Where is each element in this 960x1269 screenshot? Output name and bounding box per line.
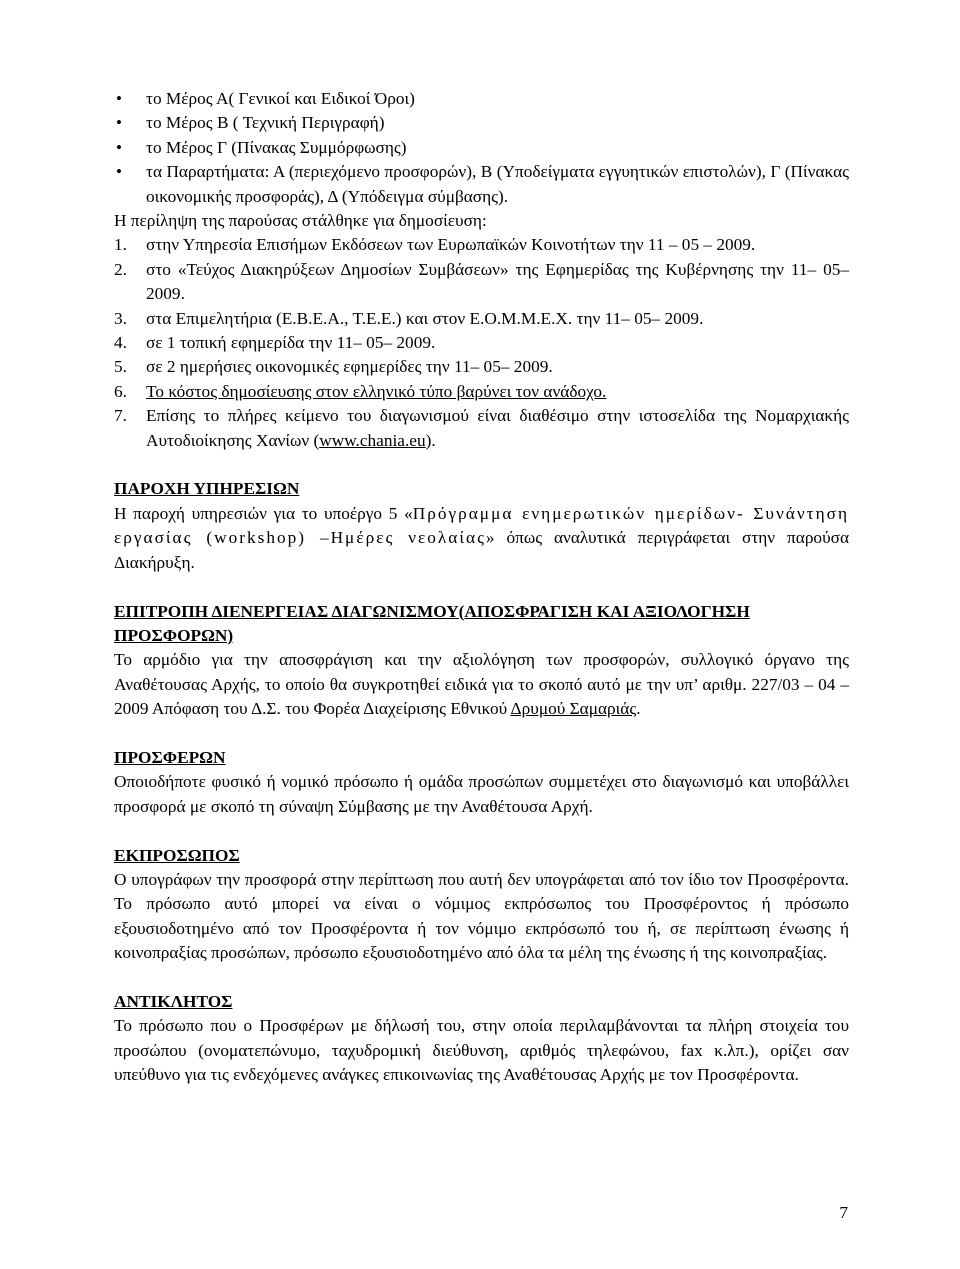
item-number: 2.: [114, 259, 127, 279]
section-heading-representative: ΕΚΠΡΟΣΩΠΟΣ: [114, 845, 240, 865]
item-number: 5.: [114, 357, 127, 377]
contents-bullet-list: [114, 87, 849, 209]
services-text-start: Η παροχή υπηρεσιών για το υποέργο 5 «: [114, 503, 413, 523]
committee-text-end: .: [636, 699, 641, 719]
publication-intro: Η περίληψη της παρούσας στάλθηκε για δημοσίευση:: [114, 211, 487, 231]
services-text-end: » όπως αναλυτικά περιγράφεται στην παρούσα Διακήρυξη.: [114, 528, 850, 572]
bullet-item: • το Μέρος Β ( Τεχνική Περιγραφή): [114, 111, 849, 135]
services-program-title: Πρόγραμμα ενημερωτικών ημερίδων- Συνάντηση εργασίας (workshop) –Ημέρες νεολαίας: [114, 503, 849, 548]
item-text: στα Επιμελητήρια (Ε.Β.Ε.Α., Τ.Ε.Ε.) και στον Ε.Ο.Μ.Μ.Ε.Χ. την 11– 05– 2009.: [146, 308, 704, 328]
item-number: 4.: [114, 333, 127, 353]
item-number: 6.: [114, 381, 127, 401]
bullet-item: • τα Παραρτήματα: Α (περιεχόμενο προσφορών), Β (Υποδείγματα εγγυητικών επιστολών), Γ (Πίνακας οικονομικής προσφοράς), Δ (Υπόδειγμα σύμβασης).: [114, 160, 849, 209]
item-number: 7.: [114, 406, 127, 426]
item-text: σε 2 ημερήσιες οικονομικές εφημερίδες την 11– 05– 2009.: [146, 357, 553, 377]
bullet-item: • το Μέρος Α( Γενικοί και Ειδικοί Όροι): [114, 87, 849, 111]
section-heading-services: ΠΑΡΟΧΗ ΥΠΗΡΕΣΙΩΝ: [114, 479, 300, 499]
section-heading-contact: ΑΝΤΙΚΛΗΤΟΣ: [114, 991, 233, 1011]
section-text-contact: Το πρόσωπο που ο Προσφέρων με δήλωσή του, στην οποία περιλαμβάνονται τα πλήρη στοιχεία του προσώπου (ονοματεπώνυμο, ταχυδρομική διεύθυνση, αριθμός τηλεφώνου, fax κ.λπ.), ορίζει σαν υπεύθυνο για τις ενδεχόμενες ανάγκες επικοινωνίας της Αναθέτουσας Αρχής με τον Προσφέροντα.: [114, 1016, 849, 1085]
section-heading-committee: ΕΠΙΤΡΟΠΗ ΔΙΕΝΕΡΓΕΙΑΣ ΔΙΑΓΩΝΙΣΜΟΥ(ΑΠΟΣΦΡΑΓΙΣΗ ΚΑΙ ΑΞΙΟΛΟΓΗΣΗ ΠΡΟΣΦΟΡΩΝ): [114, 601, 750, 645]
section-text-committee: [114, 648, 849, 721]
item-text: σε 1 τοπική εφημερίδα την 11– 05– 2009.: [146, 333, 436, 353]
document-page: [114, 87, 849, 1088]
item-text: Το κόστος δημοσίευσης στον ελληνικό τύπο βαρύνει τον ανάδοχο.: [146, 381, 607, 401]
publication-item: [114, 404, 849, 453]
publication-item: [114, 307, 849, 331]
page-number: 7: [839, 1203, 848, 1222]
publication-item: [114, 233, 849, 257]
website-link[interactable]: www.chania.eu: [319, 430, 426, 450]
section-text-representative: Ο υπογράφων την προσφορά στην περίπτωση που αυτή δεν υπογράφεται από τον ίδιο τον Προσφέροντα. Το πρόσωπο αυτό μπορεί να είναι ο νόμιμος εκπρόσωπος του Προσφέροντος ή πρόσωπο εξουσιοδοτημένο από τον Προσφέροντα ή τον νόμιμο εκπρόσωπό του ή, σε περίπτωση ένωσης ή κοινοπραξίας προσώπων, πρόσωπο εξουσιοδοτημένο από όλα τα μέλη της ένωσης ή της κοινοπραξίας.: [114, 869, 849, 963]
item-text: ).: [425, 430, 436, 450]
bullet-item: • το Μέρος Γ (Πίνακας Συμμόρφωσης): [114, 136, 849, 160]
committee-text: Το αρμόδιο για την αποσφράγιση και την αξιολόγηση των προσφορών, συλλογικό όργανο της Αναθέτουσας Αρχής, το οποίο θα συγκροτηθεί ειδικά για το σκοπό αυτό με την υπ’ αριθμ. 227/03 – 04 – 2009 Απόφαση του Δ.Σ. του Φορέα Διαχείρισης Εθνικού: [114, 650, 849, 719]
section-heading-bidder: ΠΡΟΣΦΕΡΩΝ: [114, 747, 226, 767]
publication-item: [114, 258, 849, 307]
section-text-bidder: Οποιοδήποτε φυσικό ή νομικό πρόσωπο ή ομάδα προσώπων συμμετέχει στο διαγωνισμό και υποβάλλει προσφορά με σκοπό τη σύναψη Σύμβασης με την Αναθέτουσα Αρχή.: [114, 772, 849, 816]
item-text: στο «Τεύχος Διακηρύξεων Δημοσίων Συμβάσεων» της Εφημερίδας της Κυβέρνησης την 11– 05– 2009.: [146, 259, 849, 304]
committee-text-underlined: Δρυμού Σαμαριάς: [510, 699, 637, 719]
section-text-services: [114, 502, 849, 575]
publication-item: [114, 331, 849, 355]
publication-item: [114, 355, 849, 379]
item-number: 1.: [114, 235, 127, 255]
item-number: 3.: [114, 308, 127, 328]
publication-item: [114, 380, 849, 404]
publication-list: [114, 233, 849, 453]
item-text: στην Υπηρεσία Επισήμων Εκδόσεων των Ευρωπαϊκών Κοινοτήτων την 11 – 05 – 2009.: [146, 235, 756, 255]
item-text: Επίσης το πλήρες κείμενο του διαγωνισμού είναι διαθέσιμο στην ιστοσελίδα της Νομαρχιακής Αυτοδιοίκησης Χανίων (: [146, 406, 849, 450]
